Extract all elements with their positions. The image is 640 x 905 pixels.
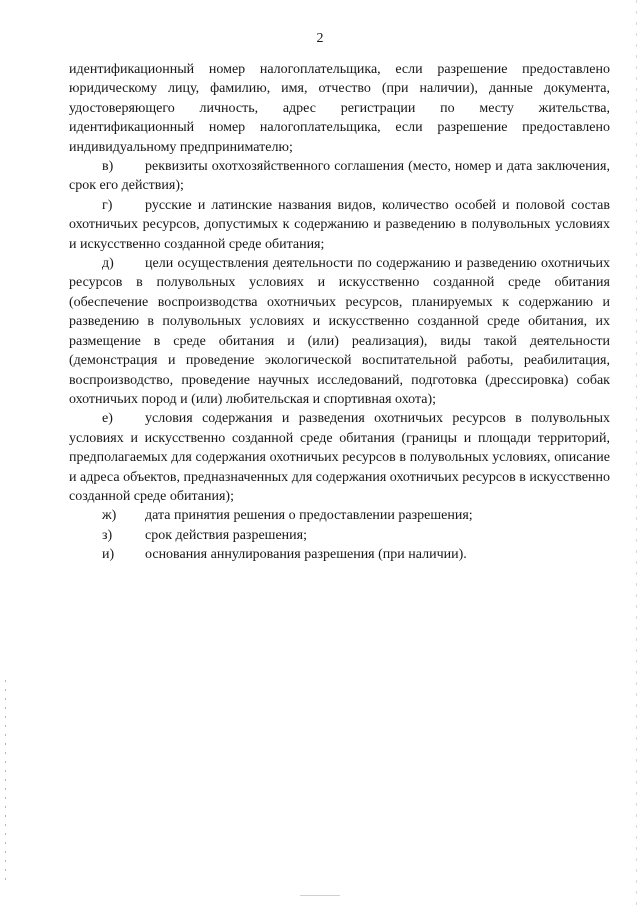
item-letter: и): [102, 547, 115, 563]
list-item-i: [69, 545, 610, 564]
list-item-d: [69, 254, 610, 409]
item-letter: д): [102, 256, 114, 272]
list-item-g: [69, 196, 610, 254]
item-text: русские и латинские названия видов, количество особей и половой состав охотничьих ресурсов, допустимых к содержанию и разведению в полувольных условиях и искусственно созданной среде обитания;: [69, 197, 610, 252]
list-item-e: [69, 409, 610, 506]
item-text: реквизиты охотхозяйственного соглашения (место, номер и дата заключения, срок его действия);: [69, 159, 610, 194]
item-text: срок действия разрешения;: [145, 527, 307, 543]
document-body: [69, 60, 610, 565]
scan-artifact-right: [636, 0, 637, 905]
item-letter: з): [102, 527, 113, 543]
item-letter: ж): [102, 508, 117, 524]
page-number: 2: [316, 31, 324, 46]
item-letter: г): [102, 197, 113, 213]
scan-artifact-left: [5, 680, 6, 880]
item-text: условия содержания и разведения охотничьих ресурсов в полувольных условиях и искусственно созданной среде обитания (границы и площади территорий, предполагаемых для содержания охотничьих ресурсов в полувольных условиях, описание и адреса объектов, предназначенных для содержания охотничьих ресурсов в искусственно созданной среде обитания);: [69, 411, 610, 504]
list-item-v: [69, 157, 610, 196]
list-item-zh: [69, 506, 610, 525]
item-text: дата принятия решения о предоставлении разрешения;: [145, 508, 473, 524]
item-text: основания аннулирования разрешения (при наличии).: [145, 547, 467, 563]
continuation-paragraph: идентификационный номер налогоплательщика, если разрешение предоставлено юридическому лицу, фамилию, имя, отчество (при наличии), данные документа, удостоверяющего личность, адрес регистрации по месту жительства, идентификационный номер налогоплательщика, если разрешение предоставлено индивидуальному предпринимателю;: [69, 62, 610, 155]
item-letter: е): [102, 411, 113, 427]
item-text: цели осуществления деятельности по содержанию и разведению охотничьих ресурсов в полувольных условиях и искусственно созданной среде обитания (обеспечение воспроизводства охотничьих ресурсов, планируемых к содержанию и разведению в полувольных условиях и искусственно созданной среде обитания, их размещение в среде обитания и (или) реализация), виды такой деятельности (демонстрация и проведение экологической воспитательной работы, реабилитация, воспроизводство, проведение научных исследований, подготовка (дрессировка) собак охотничьих пород и (или) любительская и спортивная охота);: [69, 256, 610, 407]
item-letter: в): [102, 159, 114, 175]
scan-artifact-bottom: [300, 895, 340, 896]
list-item-z: [69, 526, 610, 545]
